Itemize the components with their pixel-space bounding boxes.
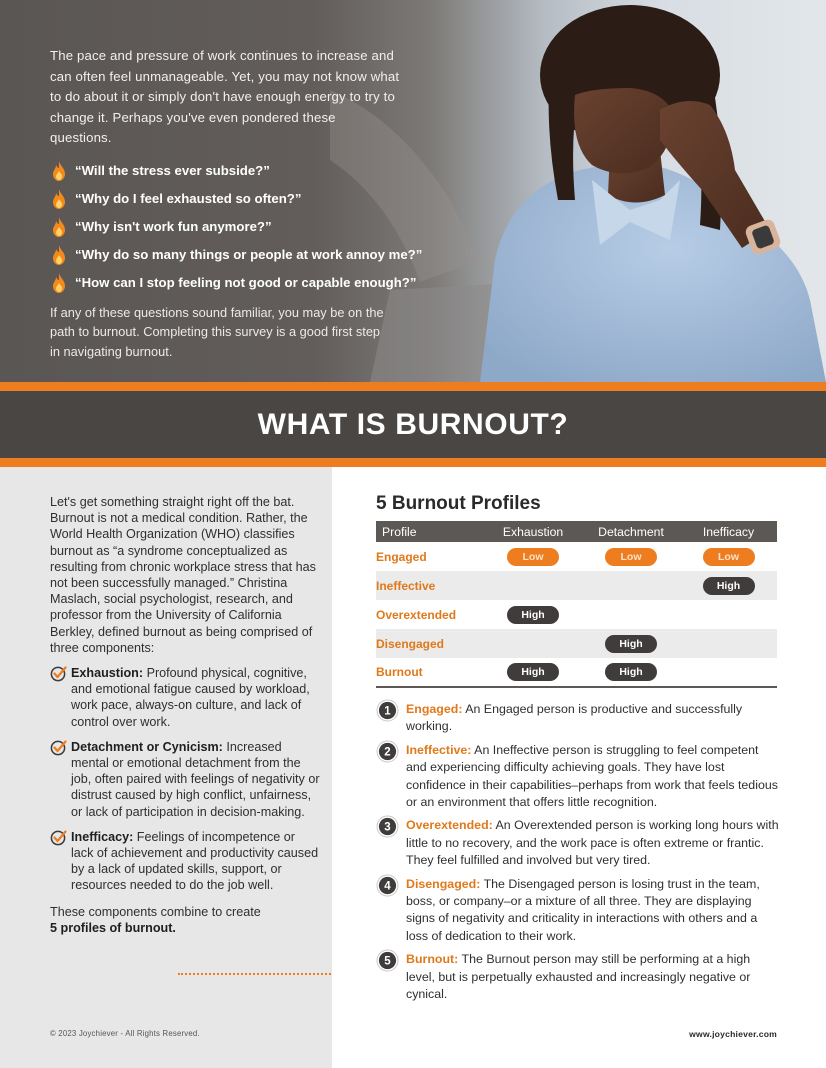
question-item [50,157,400,185]
definition-text: An Engaged person is productive and successfully working. [406,702,743,734]
definition-number: 4 [384,880,391,893]
profiles-table [376,521,777,688]
level-pill: High [703,577,755,595]
number-badge-icon [376,949,399,972]
dotted-connector-bottom [178,973,347,975]
number-badge-icon [376,815,399,838]
definition-item [376,876,781,946]
closing-text [50,904,320,936]
profile-name: Overextended [376,607,457,622]
check-circle-icon [50,739,67,756]
number-badge-icon [376,699,399,722]
definition-item [376,742,781,812]
level-pill: High [605,663,657,681]
closing-text-bold: 5 profiles of burnout. [50,920,176,935]
section-title: WHAT IS BURNOUT? [257,407,569,441]
component-text: Profound physical, cognitive, and emotional fatigue caused by workload, work pace, always-on culture, and lack of control over work. [71,666,310,729]
profile-name: Engaged [376,549,427,564]
component-item [50,665,320,730]
definition-item [376,817,781,869]
table-row [376,600,777,629]
exhaustion-cell [484,571,582,600]
profiles-title: 5 Burnout Profiles [376,493,541,514]
definition-term: Engaged: [406,702,463,716]
table-header-row [376,521,777,542]
definition-term: Ineffective: [406,742,472,757]
level-pill: Low [703,548,755,566]
inefficacy-cell [680,542,777,571]
question-text: “Why do so many things or people at work annoy me?” [75,247,423,262]
question-item [50,185,400,213]
closing-text-plain: These components combine to create [50,904,261,919]
flame-icon [50,272,68,294]
detachment-cell [582,542,680,571]
flame-icon [50,160,68,182]
definition-number: 3 [384,822,391,835]
table-row [376,629,777,658]
inefficacy-cell [680,600,777,629]
inefficacy-cell [680,629,777,658]
profile-definitions [376,701,781,1010]
definition-item [376,951,781,1003]
detachment-cell [582,600,680,629]
definition-number: 5 [384,955,391,968]
question-item [50,213,400,241]
flame-icon [50,188,68,210]
definition-text: The Disengaged person is losing trust in the team, boss, or company–or a mixture of all three. They are displaying signs of negativity and criticality in interactions with others and a loss of dedication to their work. [406,876,760,943]
exhaustion-cell [484,629,582,658]
definition-text: An Ineffective person is struggling to feel competent and experiencing difficulty achieving goals. They have lost confidence in their capabilities–perhaps from work that feels tedious or an environment that offers little recognition. [406,742,778,810]
header-inefficacy: Inefficacy [680,521,777,542]
component-item [50,739,320,820]
hero-intro: The pace and pressure of work continues to increase and can often feel unmanageable. Yet, you may not know what to do about it or simply don't have enough energy to try to change it. Perhaps you've even pondered these questions. [50,48,400,145]
question-text: “Will the stress ever subside?” [75,163,270,178]
question-item [50,241,423,269]
question-text: “Why do I feel exhausted so often?” [75,191,302,206]
definition-term: Overextended: [406,818,493,833]
definition-term: Disengaged: [406,876,481,891]
table-row [376,571,777,600]
question-item [50,269,417,297]
flame-icon [50,244,68,266]
header-detachment: Detachment [582,521,680,542]
left-column-content [50,494,320,936]
profile-name: Burnout [376,658,484,687]
burnout-definition: Let's get something straight right off the bat. Burnout is not a medical condition. Rather, the World Health Organization (WHO) classifies burnout as “a syndrome conceptualized as resulting from chronic workplace stress that has not been successfully managed.” Christina Maslach, social psychologist, research, and professor from the University of California Berkley, defined burnout as being comprised of three components: [50,495,316,655]
detachment-cell [582,629,680,658]
level-pill: Low [605,548,657,566]
detachment-cell [582,571,680,600]
copyright: © 2023 Joychiever - All Rights Reserved. [50,1029,200,1038]
website-link[interactable]: www.joychiever.com [689,1029,777,1039]
check-circle-icon [50,665,67,682]
number-badge-icon [376,740,399,763]
left-column [0,467,332,1068]
table-row [376,542,777,571]
detachment-cell [582,658,680,687]
inefficacy-cell [680,658,777,687]
definition-number: 1 [384,705,391,718]
flame-icon [50,216,68,238]
definition-text: The Burnout person may still be performing at a high level, but is perpetually exhausted and increasingly negative or cynical. [406,952,751,1002]
header-exhaustion: Exhaustion [484,521,582,542]
hero-section [0,0,826,382]
right-column [332,467,826,1068]
section-banner [0,391,826,458]
orange-stripe-bottom [0,458,826,467]
question-text: “How can I stop feeling not good or capable enough?” [75,275,417,290]
stressed-woman-photo [330,0,826,382]
inefficacy-cell [680,571,777,600]
exhaustion-cell [484,658,582,687]
level-pill: High [507,606,559,624]
definition-number: 2 [384,746,391,759]
question-text: “Why isn't work fun anymore?” [75,219,272,234]
component-item [50,829,320,894]
number-badge-icon [376,874,399,897]
component-term: Detachment or Cynicism: [71,739,223,754]
check-circle-icon [50,829,67,846]
component-term: Exhaustion: [71,666,144,681]
exhaustion-cell [484,542,582,571]
table-row [376,658,777,687]
level-pill: High [507,663,559,681]
component-term: Inefficacy: [71,829,134,844]
definition-text: An Overextended person is working long hours with little to no recovery, and the work pace is often extreme or frantic. They feel fulfilled and involved but very tired. [406,818,779,868]
exhaustion-cell [484,600,582,629]
header-profile: Profile [376,521,484,542]
level-pill: High [605,635,657,653]
component-text: Increased mental or emotional detachment from the job, often paired with feelings of negativity or distrust caused by high conflict, unfairness, or lack of participation in decision-making. [71,739,320,819]
definition-term: Burnout: [406,952,459,967]
definition-item [376,701,781,736]
hero-outro: If any of these questions sound familiar, you may be on the path to burnout. Completing this survey is a good first step in navigating burnout. [50,304,384,359]
profile-name: Ineffective [376,571,484,600]
question-list [50,157,423,297]
hero-text [50,46,423,361]
profile-name: Disengaged [376,629,484,658]
component-text: Feelings of incompetence or lack of achievement and productivity caused by a lack of updated skills, support, or resources needed to do the job well. [71,829,319,893]
level-pill: Low [507,548,559,566]
orange-stripe-top [0,382,826,391]
